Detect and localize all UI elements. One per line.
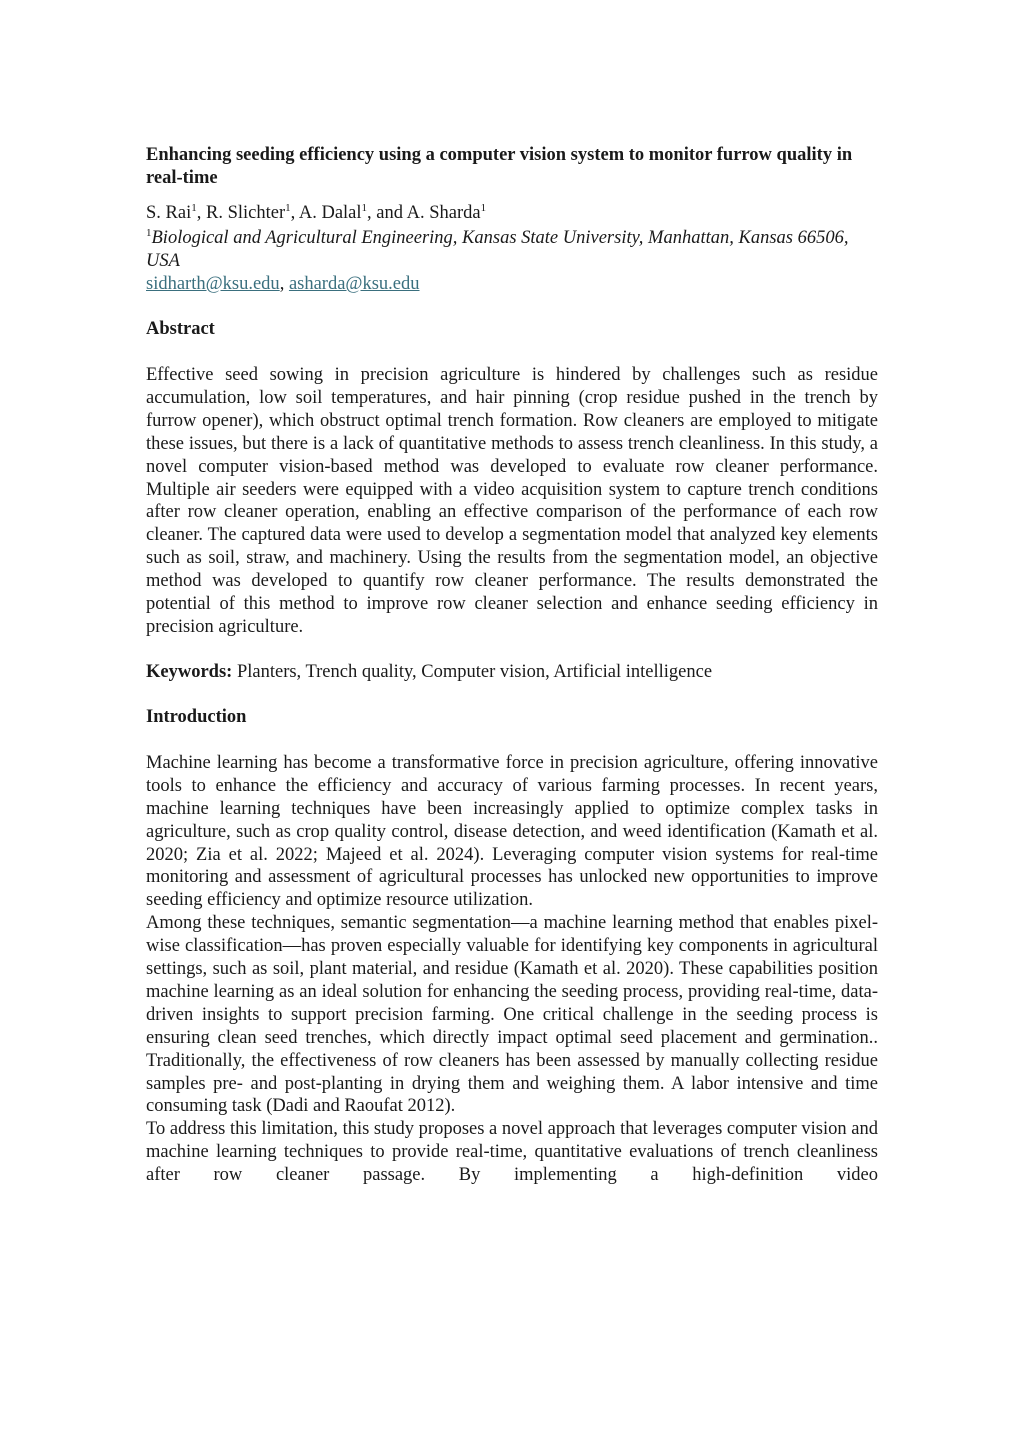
author-name: A. Dalal [298,203,362,223]
author-separator: , [290,203,299,223]
keywords-text: Planters, Trench quality, Computer vision, Artificial intelligence [232,661,713,682]
abstract-heading: Abstract [146,319,215,339]
introduction-paragraph: To address this limitation, this study proposes a novel approach that leverages computer vision and machine learning techniques to provide real-time, quantitative evaluations of trench cleanliness after row cleaner passage. By implementing a high-definition video [146,1119,878,1186]
author-affiliation-mark: 1 [361,201,368,214]
contact-emails [146,273,878,296]
author-affiliation-mark: 1 [285,201,291,214]
paper-page [146,144,878,1187]
introduction-paragraph: Machine learning has become a transformative force in precision agriculture, offering innovative tools to enhance the efficiency and accuracy of various farming processes. In recent years, machine learning techniques have been increasingly applied to optimize complex tasks in agriculture, such as crop quality control, disease detection, and weed identification (Kamath et al. 2020; Zia et al. 2022; Majeed et al. 2024). Leveraging computer vision systems for real-time monitoring and assessment of agricultural processes has unlocked new opportunities to improve seeding efficiency and optimize resource utilization. [146,752,878,911]
email-link-rai[interactable]: sidharth@ksu.edu [146,274,280,294]
author-name: S. Rai [146,203,192,223]
author-affiliation-mark: 1 [191,201,197,214]
author-list [146,202,878,225]
email-link-sharda[interactable]: asharda@ksu.edu [288,274,420,294]
introduction-heading: Introduction [146,706,247,727]
affiliation [146,227,878,273]
keywords-label: Keywords: [146,661,233,682]
introduction-paragraph: Among these techniques, semantic segmentation—a machine learning method that enables pixel-wise classification—has proven especially valuable for identifying key components in agricultural settings, such as soil, plant material, and residue (Kamath et al. 2020). These capabilities position machine learning as an ideal solution for enhancing the seeding process, providing real-time, data-driven insights to support precision farming. One critical challenge in the seeding process is ensuring clean seed trenches, which directly impact optimal seed placement and germination.. Traditionally, the effectiveness of row cleaners has been assessed by manually collecting residue samples pre- and post-planting in drying them and weighing them. A labor intensive and time consuming task (Dadi and Raoufat 2012). [146,913,878,1117]
abstract-text: Effective seed sowing in precision agriculture is hindered by challenges such as residue accumulation, low soil temperatures, and hair pinning (crop residue pushed in the trench by furrow opener), which obstruct optimal trench formation. Row cleaners are employed to mitigate these issues, but there is a lack of quantitative methods to assess trench cleanliness. In this study, a novel computer vision-based method was developed to evaluate row cleaner performance. Multiple air seeders were equipped with a video acquisition system to capture trench conditions after row cleaner operation, enabling an effective comparison of the performance of each row cleaner. The captured data were used to develop a segmentation model that analyzed key elements such as soil, straw, and machinery. Using the results from the segmentation model, an objective method was developed to quantify row cleaner performance. The results demonstrated the potential of this method to improve row cleaner selection and enhance seeding efficiency in precision agriculture. [146,365,878,637]
affiliation-mark: 1 [146,226,152,239]
author-separator: , [196,203,206,223]
author-name: A. Sharda [406,203,481,223]
paper-title: Enhancing seeding efficiency using a computer vision system to monitor furrow quality in real-time [146,145,853,188]
email-separator: , [279,274,289,294]
keywords-line [146,661,878,684]
author-name: R. Slichter [205,203,286,223]
affiliation-text: Biological and Agricultural Engineering, Kansas State University, Manhattan, Kansas 66506, USA [146,228,849,271]
author-affiliation-mark: 1 [480,201,487,214]
author-separator: , and [367,203,407,223]
